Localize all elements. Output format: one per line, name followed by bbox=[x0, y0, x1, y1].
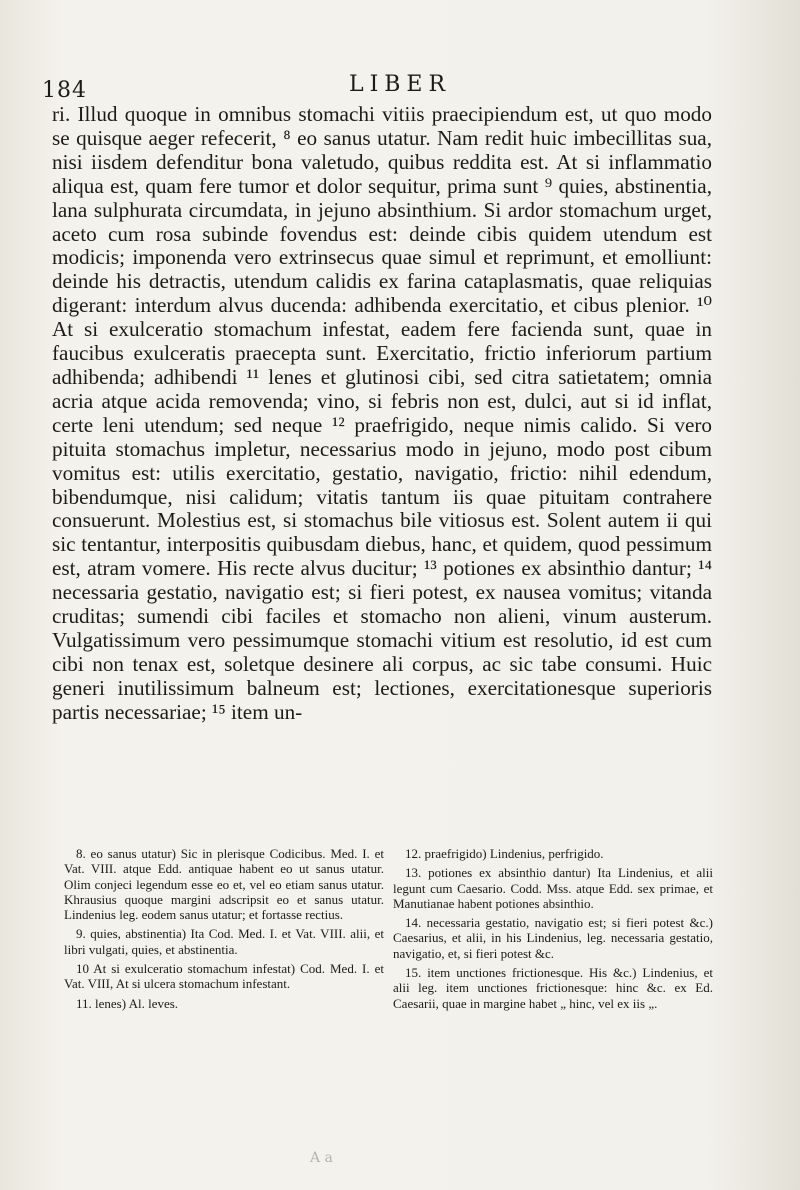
page-header bbox=[40, 70, 760, 103]
main-text bbox=[52, 103, 712, 725]
footnote-9: 9. quies, abstinentia) Ita Cod. Med. I. et Vat. VIII. alii, et libri vulgati, quies, et abstinentia. bbox=[64, 926, 384, 957]
running-head: LIBER bbox=[348, 72, 452, 97]
body-paragraph: ri. Illud quoque in omnibus stomachi vitiis praecipiendum est, ut quo modo se quisque aeger refecerit, ⁸ eo sanus utatur. Nam redit huic imbecillitas sua, nisi iisdem defenditur bona valetudo, quibus reddita est. At si inflammatio aliqua est, quam fere tumor et dolor sequitur, prima sunt ⁹ quies, abstinentia, lana sulphurata circumdata, in jejuno absinthium. Si ardor stomachum urget, aceto cum rosa subinde fovendus est: deinde cibis quidem utendum est modicis; imponenda vero extrinsecus quae simul et reprimunt, et emolliunt: deinde his detractis, utendum calidis ex farina cataplasmatis, quae reliquias digerant: interdum alvus ducenda: adhibenda exercitatio, et cibus plenior. ¹⁰ At si exulceratio stomachum infestat, eadem fere facienda sunt, quae in faucibus exulceratis praecepta sunt. Exercitatio, frictio inferiorum partium adhibenda; adhibendi ¹¹ lenes et glutinosi cibi, sed citra satietatem; omnia acria atque acida removenda; vino, si febris non est, dulci, aut si id inflat, certe leni utendum; sed neque ¹² praefrigido, neque nimis calido. Si vero pituita stomachus impletur, necessarius modo in jejuno, modo post cibum vomitus est: utilis exercitatio, gestatio, navigatio, frictio: nihil edendum, bibendumque, nisi calidum; vitatis tantum iis quae pituitam contrahere consuerunt. Molestius est, si stomachus bile vitiosus est. Solent autem ii qui sic tentantur, interpositis quibusdam diebus, hanc, et quidem, quod pessimum est, atram vomere. His recte alvus ducitur; ¹³ potiones ex absinthio dantur; ¹⁴ necessaria gestatio, navigatio est; si fieri potest, ex nausea vomitus; vitanda cruditas; sumendi cibi faciles et stomacho non alieni, vinum austerum. Vulgatissimum vero pessimumque stomachi vitium est resolutio, id est cum cibi non tenax est, soletque desinere ali corpus, ac sic tabe consumi. Huic generi inutilissimum balneum est; lectiones, exercitationesque superioris partis necessariae; ¹⁵ item un- bbox=[52, 102, 712, 724]
footnote-13: 13. potiones ex absinthio dantur) Ita Lindenius, et alii legunt cum Caesario. Codd. Mss. atque Edd. sex primae, et Manutianae habent potiones absinthio. bbox=[393, 865, 713, 911]
footnote-14: 14. necessaria gestatio, navigatio est; si fieri potest &c.) Caesarius, et alii, in his Lindenius, leg. necessaria gestatio, navigatio, et, si fieri potest &c. bbox=[393, 915, 713, 961]
page-number: 184 bbox=[42, 78, 87, 103]
footnotes-right-column bbox=[393, 846, 713, 1015]
footnotes-left-column bbox=[64, 846, 384, 1015]
footnote-15: 15. item unctiones frictionesque. His &c.) Lindenius, et alii leg. item unctiones frictionesque: hinc &c. ex Ed. Caesarii, quae in margine habet „ hinc, vel ex iis „. bbox=[393, 965, 713, 1011]
footnote-8: 8. eo sanus utatur) Sic in plerisque Codicibus. Med. I. et Vat. VIII. atque Edd. antiquae habent eo ut sanus utatur. Olim conjeci legendum esse eo et, vel eo etiam sanus utatur. Khrausius quoque margini adscripsit eo et sanus utatur. Lindenius leg. eodem sanus utatur; et fortasse rectius. bbox=[64, 846, 384, 923]
signature-mark: A a bbox=[310, 1150, 333, 1166]
footnote-11: 11. lenes) Al. leves. bbox=[76, 995, 179, 1011]
footnote-12: 12. praefrigido) Lindenius, perfrigido. bbox=[405, 846, 604, 861]
footnote-10: 10 At si exulceratio stomachum infestat) Cod. Med. I. et Vat. VIII, At si ulcera stomachum infestant. bbox=[64, 961, 384, 992]
